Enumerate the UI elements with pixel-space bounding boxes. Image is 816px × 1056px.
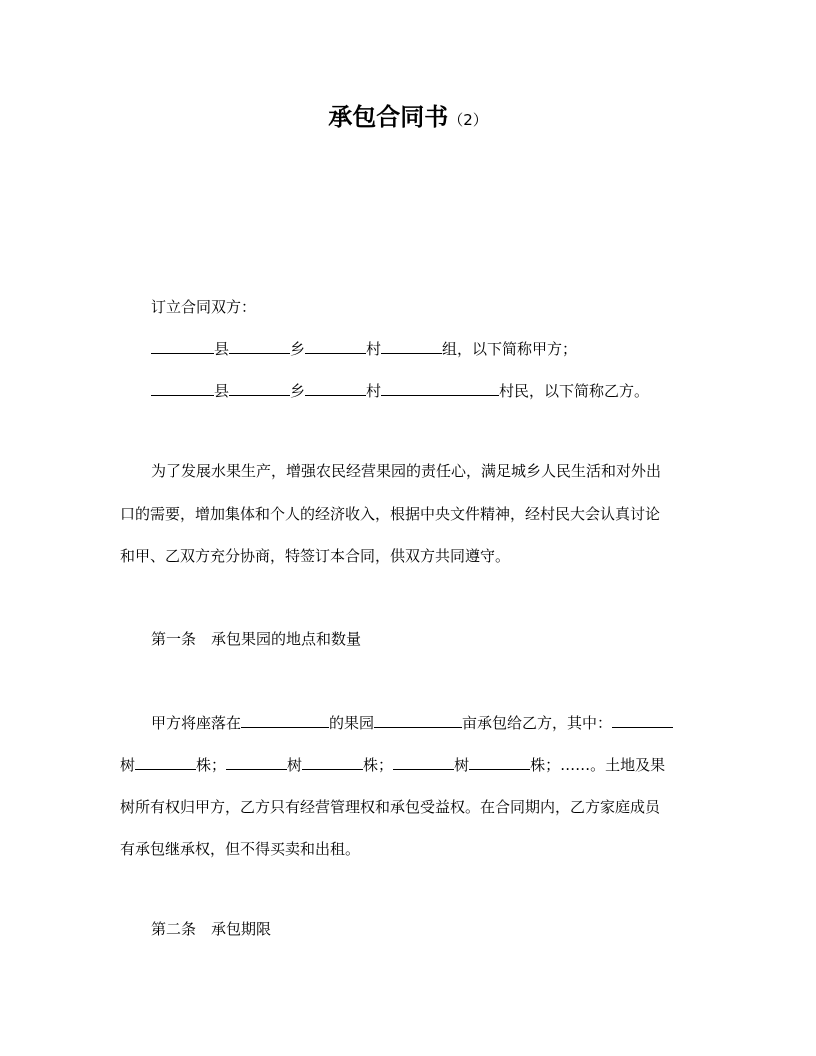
- article-2-heading: [151, 917, 731, 941]
- fill-blank: [381, 379, 499, 396]
- township-label: 乡: [290, 382, 306, 400]
- article-1-line-4: 有承包继承权，但不得买卖和出租。: [120, 840, 361, 858]
- fill-blank: [229, 337, 290, 354]
- party-a-line: [151, 337, 731, 361]
- article-1-line-1: [151, 711, 731, 735]
- body-text: 株；……。土地及果: [530, 756, 666, 774]
- body-text: 株；: [363, 756, 394, 774]
- article-1-line-2: [120, 753, 700, 777]
- fill-blank: [302, 753, 363, 770]
- fill-blank: [135, 753, 196, 770]
- parties-intro: 订立合同双方：: [151, 298, 257, 316]
- fill-blank: [612, 711, 673, 728]
- fill-blank: [393, 753, 454, 770]
- fill-blank: [151, 337, 214, 354]
- article-1-heading: [151, 627, 731, 651]
- body-text: 株；: [196, 756, 227, 774]
- purpose-line-1: 为了发展水果生产，增强农民经营果园的责任心，满足城乡人民生活和对外出: [151, 462, 662, 480]
- fill-blank: [229, 379, 290, 396]
- county-label: 县: [214, 382, 230, 400]
- title-text: 承包合同书: [328, 103, 449, 131]
- fill-blank: [226, 753, 287, 770]
- fill-blank: [305, 379, 366, 396]
- body-text: 的果园: [329, 714, 375, 732]
- fill-blank: [374, 711, 462, 728]
- fill-blank: [241, 711, 329, 728]
- purpose-line-3: 和甲、乙双方充分协商，特签订本合同，供双方共同遵守。: [120, 547, 511, 565]
- article-number: 第一条: [151, 630, 197, 648]
- article-1-line-3: 树所有权归甲方，乙方只有经营管理权和承包受益权。在合同期内，乙方家庭成员: [120, 798, 661, 816]
- document-title: [0, 97, 816, 140]
- county-label: 县: [214, 340, 230, 358]
- body-text: 树: [120, 756, 136, 774]
- body-text: 树: [454, 756, 470, 774]
- villager-label: 村民，以下简称乙方。: [499, 382, 650, 400]
- village-label: 村: [366, 382, 382, 400]
- party-b-line: [151, 379, 731, 403]
- group-label: 组，以下简称甲方；: [442, 340, 578, 358]
- article-heading: 承包果园的地点和数量: [211, 630, 362, 648]
- body-text: 甲方将座落在: [151, 714, 242, 732]
- article-heading: 承包期限: [211, 920, 272, 938]
- fill-blank: [305, 337, 366, 354]
- township-label: 乡: [290, 340, 306, 358]
- fill-blank: [381, 337, 442, 354]
- body-text: 树: [287, 756, 303, 774]
- fill-blank: [469, 753, 530, 770]
- title-suffix: （2）: [448, 111, 488, 129]
- fill-blank: [151, 379, 214, 396]
- body-text: 亩承包给乙方，其中：: [462, 714, 613, 732]
- village-label: 村: [366, 340, 382, 358]
- purpose-line-2: 口的需要，增加集体和个人的经济收入，根据中央文件精神，经村民大会认真讨论: [120, 505, 661, 523]
- article-number: 第二条: [151, 920, 197, 938]
